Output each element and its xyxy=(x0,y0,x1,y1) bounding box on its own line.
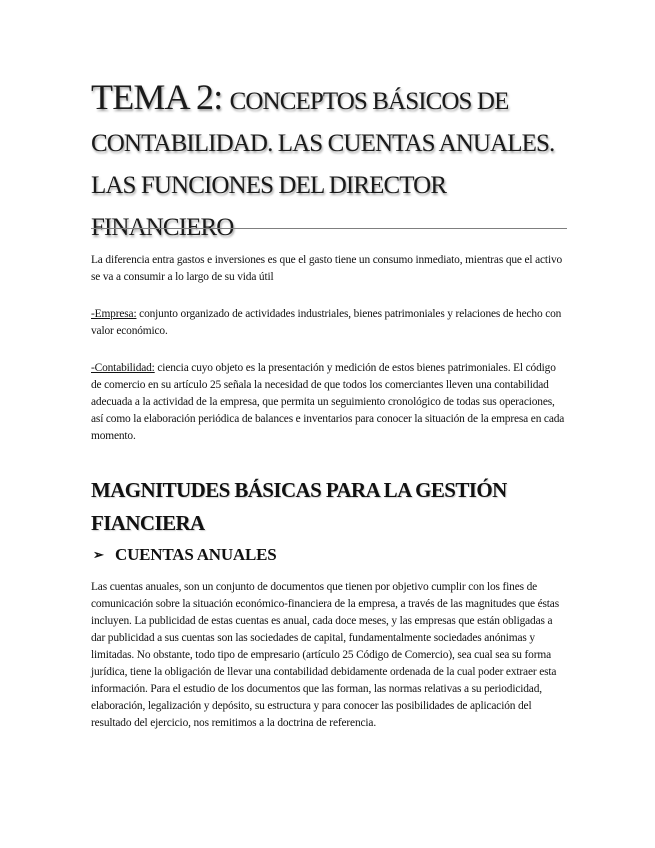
empresa-term: -Empresa: xyxy=(91,308,137,320)
cuentas-anuales-paragraph xyxy=(91,579,567,732)
contabilidad-definition xyxy=(91,360,567,445)
arrow-bullet-icon: ➢ xyxy=(93,547,104,562)
title-underline xyxy=(91,228,567,229)
subsection-heading xyxy=(93,544,277,566)
contabilidad-text: ciencia cuyo objeto es la presentación y medición de estos bienes patrimoniales. El código de comercio en su artículo 25 señala la necesidad de que todos los comerciantes lleven una contabilidad adecuada a la actividad de la empresa, que permita un seguimiento cronológico de todas sus operaciones, así como la elaboración periódica de balances e inventarios para conocer la situación de la empresa en cada momento. xyxy=(91,362,565,442)
empresa-text: conjunto organizado de actividades industriales, bienes patrimoniales y relaciones de hecho con valor económico. xyxy=(91,308,562,337)
empresa-definition xyxy=(91,306,567,340)
title-subject: CONCEPTOS BÁSICOS DE CONTABILIDAD. LAS CUENTAS ANUALES. LAS FUNCIONES DEL DIRECTOR FINANCIERO xyxy=(91,88,555,241)
document-title xyxy=(91,78,567,247)
title-tema: TEMA 2: xyxy=(91,77,223,117)
subsection-heading-text: CUENTAS ANUALES xyxy=(115,545,277,564)
cuentas-anuales-text: Las cuentas anuales, son un conjunto de documentos que tienen por objetivo cumplir con los fines de comunicación sobre la situación económico-financiera de la empresa, a través de las magnitudes que éstas incluyen. La publicidad de estas cuentas es anual, cada doce meses, y las empresas que están obligadas a dar publicidad a sus cuentas son las sociedades de capital, fundamentalmente sociedades anónimas y limitadas. No obstante, todo tipo de empresario (artículo 25 Código de Comercio), sea cual sea su forma jurídica, tiene la obligación de llevar una contabilidad debidamente ordenada de la cual poder extraer esta información. Para el estudio de los documentos que las forman, las normas relativas a su periodicidad, elaboración, legalización y depósito, su estructura y para conocer las posibilidades de aplicación del resultado del ejercicio, nos remitimos a la doctrina de referencia. xyxy=(91,581,559,729)
section-heading: MAGNITUDES BÁSICAS PARA LA GESTIÓN FIANCIERA xyxy=(91,478,507,535)
intro-text: La diferencia entra gastos e inversiones es que el gasto tiene un consumo inmediato, mientras que el activo se va a consumir a lo largo de su vida útil xyxy=(91,254,563,283)
contabilidad-term: -Contabilidad: xyxy=(91,362,155,374)
intro-paragraph xyxy=(91,252,567,286)
